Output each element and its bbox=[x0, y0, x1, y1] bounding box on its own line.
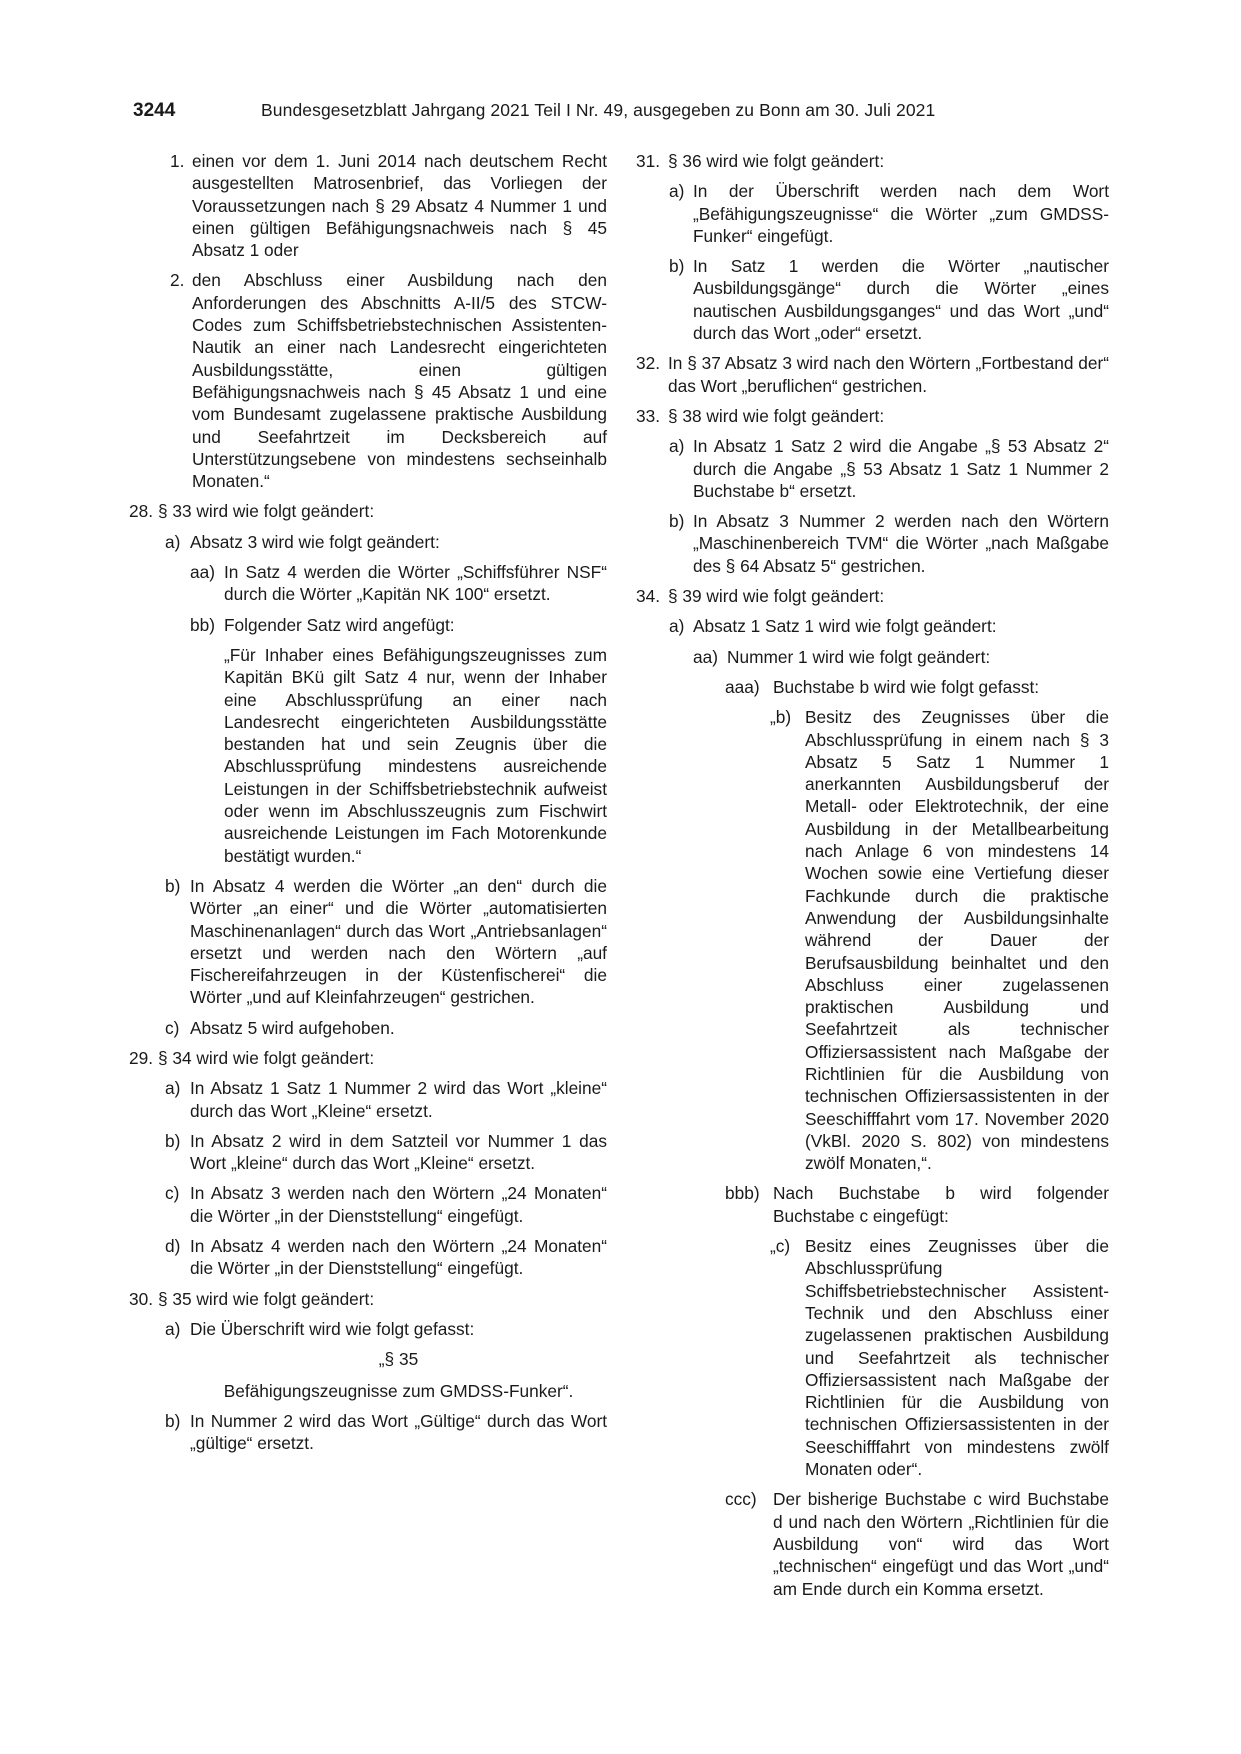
list-item: aaa) Buchstabe b wird wie folgt gefasst: bbox=[725, 676, 1040, 697]
list-item: b) In Satz 1 werden die Wörter „nautischer Ausbildungsgänge“ durch die Wörter „eines nautischen Ausbildungsganges“ und das Wort „und“ durch das Wort „oder“ ersetzt. bbox=[669, 256, 1109, 344]
list-item: c) Absatz 5 wird aufgehoben. bbox=[165, 1017, 395, 1038]
list-item: 30. § 35 wird wie folgt geändert: bbox=[129, 1288, 375, 1309]
list-item: aa) Nummer 1 wird wie folgt geändert: bbox=[693, 646, 991, 667]
page-header bbox=[133, 100, 1108, 130]
list-item: b) In Absatz 3 Nummer 2 werden nach den Wörtern „Maschinenbereich TVM“ die Wörter „nach Maßgabe des § 64 Absatz 5“ gestrichen. bbox=[669, 511, 1109, 576]
list-item: 34. § 39 wird wie folgt geändert: bbox=[636, 586, 885, 607]
list-item: 29. § 34 wird wie folgt geändert: bbox=[129, 1047, 375, 1068]
section-heading: „§ 35 bbox=[378, 1349, 419, 1370]
list-item: a) Absatz 1 Satz 1 wird wie folgt geändert: bbox=[669, 616, 997, 637]
list-item: a) In Absatz 1 Satz 1 Nummer 2 wird das Wort „kleine“ durch das Wort „Kleine“ ersetzt. bbox=[165, 1078, 607, 1121]
list-item: bbb) Nach Buchstabe b wird folgender Buchstabe c eingefügt: bbox=[725, 1183, 1109, 1226]
list-item: 33. § 38 wird wie folgt geändert: bbox=[636, 405, 885, 426]
list-item: 28. § 33 wird wie folgt geändert: bbox=[129, 501, 375, 522]
list-item: a) In Absatz 1 Satz 2 wird die Angabe „§ 53 Absatz 2“ durch die Angabe „§ 53 Absatz 1 Satz 1 Nummer 2 Buchstabe b“ ersetzt. bbox=[669, 436, 1109, 501]
quoted-provision: „b) Besitz des Zeugnisses über die Abschlussprüfung in einem nach § 3 Absatz 5 Satz 1 Nummer 1 anerkannten Ausbildungsberuf der Metall- oder Elektrotechnik, der eine Ausbildung in der Metallbearbeitung nach Anlage 6 von mindestens 14 Wochen sowie eine Vertiefung dieser Fachkunde durch die praktische Anwendung der Ausbildungsinhalte während der Dauer der Berufsausbildung beinhaltet und den Abschluss einer zugelassenen praktischen Ausbildung und Seefahrtzeit als technischer Offiziersassistent nach Maßgabe der Richtlinien für die Ausbildung von technischen Offiziersassistenten in der Seeschifffahrt vom 17. November 2020 (VkBl. 2020 S. 802) von mindestens zwölf Monaten,“. bbox=[770, 707, 1109, 1174]
list-item: d) In Absatz 4 werden nach den Wörtern „24 Monaten“ die Wörter „in der Dienststellung“ eingefügt. bbox=[165, 1236, 607, 1279]
list-item: 2. den Abschluss einer Ausbildung nach den Anforderungen des Abschnitts A-II/5 des STCW-Codes zum Schiffsbetriebstechnischen Assistenten-Nautik an einer nach Landesrecht eingerichteten Ausbildungsstätte, einen gültigen Befähigungsnachweis nach § 45 Absatz 1 und eine vom Bundesamt zugelassene praktische Ausbildung und Seefahrtzeit im Decksbereich auf Unterstützungsebene von mindestens sechseinhalb Monaten.“ bbox=[170, 270, 607, 492]
running-title: Bundesgesetzblatt Jahrgang 2021 Teil I Nr. 49, ausgegeben zu Bonn am 30. Juli 2021 bbox=[261, 100, 936, 120]
list-item: aa) In Satz 4 werden die Wörter „Schiffsführer NSF“ durch die Wörter „Kapitän NK 100“ ersetzt. bbox=[190, 562, 607, 605]
list-item: b) In Nummer 2 wird das Wort „Gültige“ durch das Wort „gültige“ ersetzt. bbox=[165, 1410, 607, 1454]
left-column bbox=[129, 150, 607, 1454]
quoted-sentence: „Für Inhaber eines Befähigungszeugnisses zum Kapitän BKü gilt Satz 4 nur, wenn der Inhaber eine Abschlussprüfung an einer nach Landesrecht eingerichteten Ausbildungsstätte bestanden hat und sein Zeugnis über die Abschlussprüfung mindestens ausreichende Leistungen in der Schiffsbetriebstechnik aufweist oder wenn im Abschlusszeugnis zum Fischwirt ausreichende Leistungen im Fach Motorenkunde bestätigt wurden.“ bbox=[224, 644, 607, 866]
list-item: b) In Absatz 2 wird in dem Satzteil vor Nummer 1 das Wort „kleine“ durch das Wort „Kleine“ ersetzt. bbox=[165, 1130, 607, 1174]
list-item: a) In der Überschrift werden nach dem Wort „Befähigungszeugnisse“ die Wörter „zum GMDSS-Funker“ eingefügt. bbox=[669, 181, 1109, 246]
list-item: a) Die Überschrift wird wie folgt gefasst: bbox=[165, 1318, 475, 1339]
list-item: a) Absatz 3 wird wie folgt geändert: bbox=[165, 531, 440, 552]
list-item: 31. § 36 wird wie folgt geändert: bbox=[636, 151, 885, 171]
list-item: b) In Absatz 4 werden die Wörter „an den“ durch die Wörter „an einer“ und die Wörter „automatisierten Maschinenanlagen“ durch das Wort „Antriebsanlagen“ ersetzt und werden nach den Wörtern „auf Fischereifahrzeugen in der Küstenfischerei“ die Wörter „und auf Kleinfahrzeugen“ gestrichen. bbox=[165, 875, 607, 1008]
right-column bbox=[634, 150, 1109, 1600]
page-number: 3244 bbox=[133, 100, 176, 121]
list-item: 1. einen vor dem 1. Juni 2014 nach deutschem Recht ausgestellten Matrosenbrief, das Vorliegen der Voraussetzungen nach § 29 Absatz 4 Nummer 1 und einen gültigen Befähigungsnachweis nach § 45 Absatz 1 oder bbox=[170, 151, 607, 261]
list-item: bb) Folgender Satz wird angefügt: bbox=[190, 614, 455, 635]
section-title: Befähigungszeugnisse zum GMDSS-Funker“. bbox=[223, 1380, 574, 1401]
list-item: ccc) Der bisherige Buchstabe c wird Buchstabe d und nach den Wörtern „Richtlinien für die Ausbildung von“ wird das Wort „technischen“ eingefügt und das Wort „und“ am Ende durch ein Komma ersetzt. bbox=[725, 1489, 1109, 1599]
list-item: c) In Absatz 3 werden nach den Wörtern „24 Monaten“ die Wörter „in der Dienststellung“ eingefügt. bbox=[165, 1183, 607, 1226]
quoted-provision: „c) Besitz eines Zeugnisses über die Abschlussprüfung Schiffsbetriebstechnischer Assistent-Technik und den Abschluss einer zugelassenen praktischen Ausbildung und Seefahrtzeit als technischer Offiziersassistent nach Maßgabe der Richtlinien für die Ausbildung von technischen Offiziersassistenten in der Seeschifffahrt von mindestens zwölf Monaten oder“. bbox=[770, 1236, 1109, 1480]
list-item: 32. In § 37 Absatz 3 wird nach den Wörtern „Fortbestand der“ das Wort „beruflichen“ gestrichen. bbox=[636, 353, 1109, 396]
